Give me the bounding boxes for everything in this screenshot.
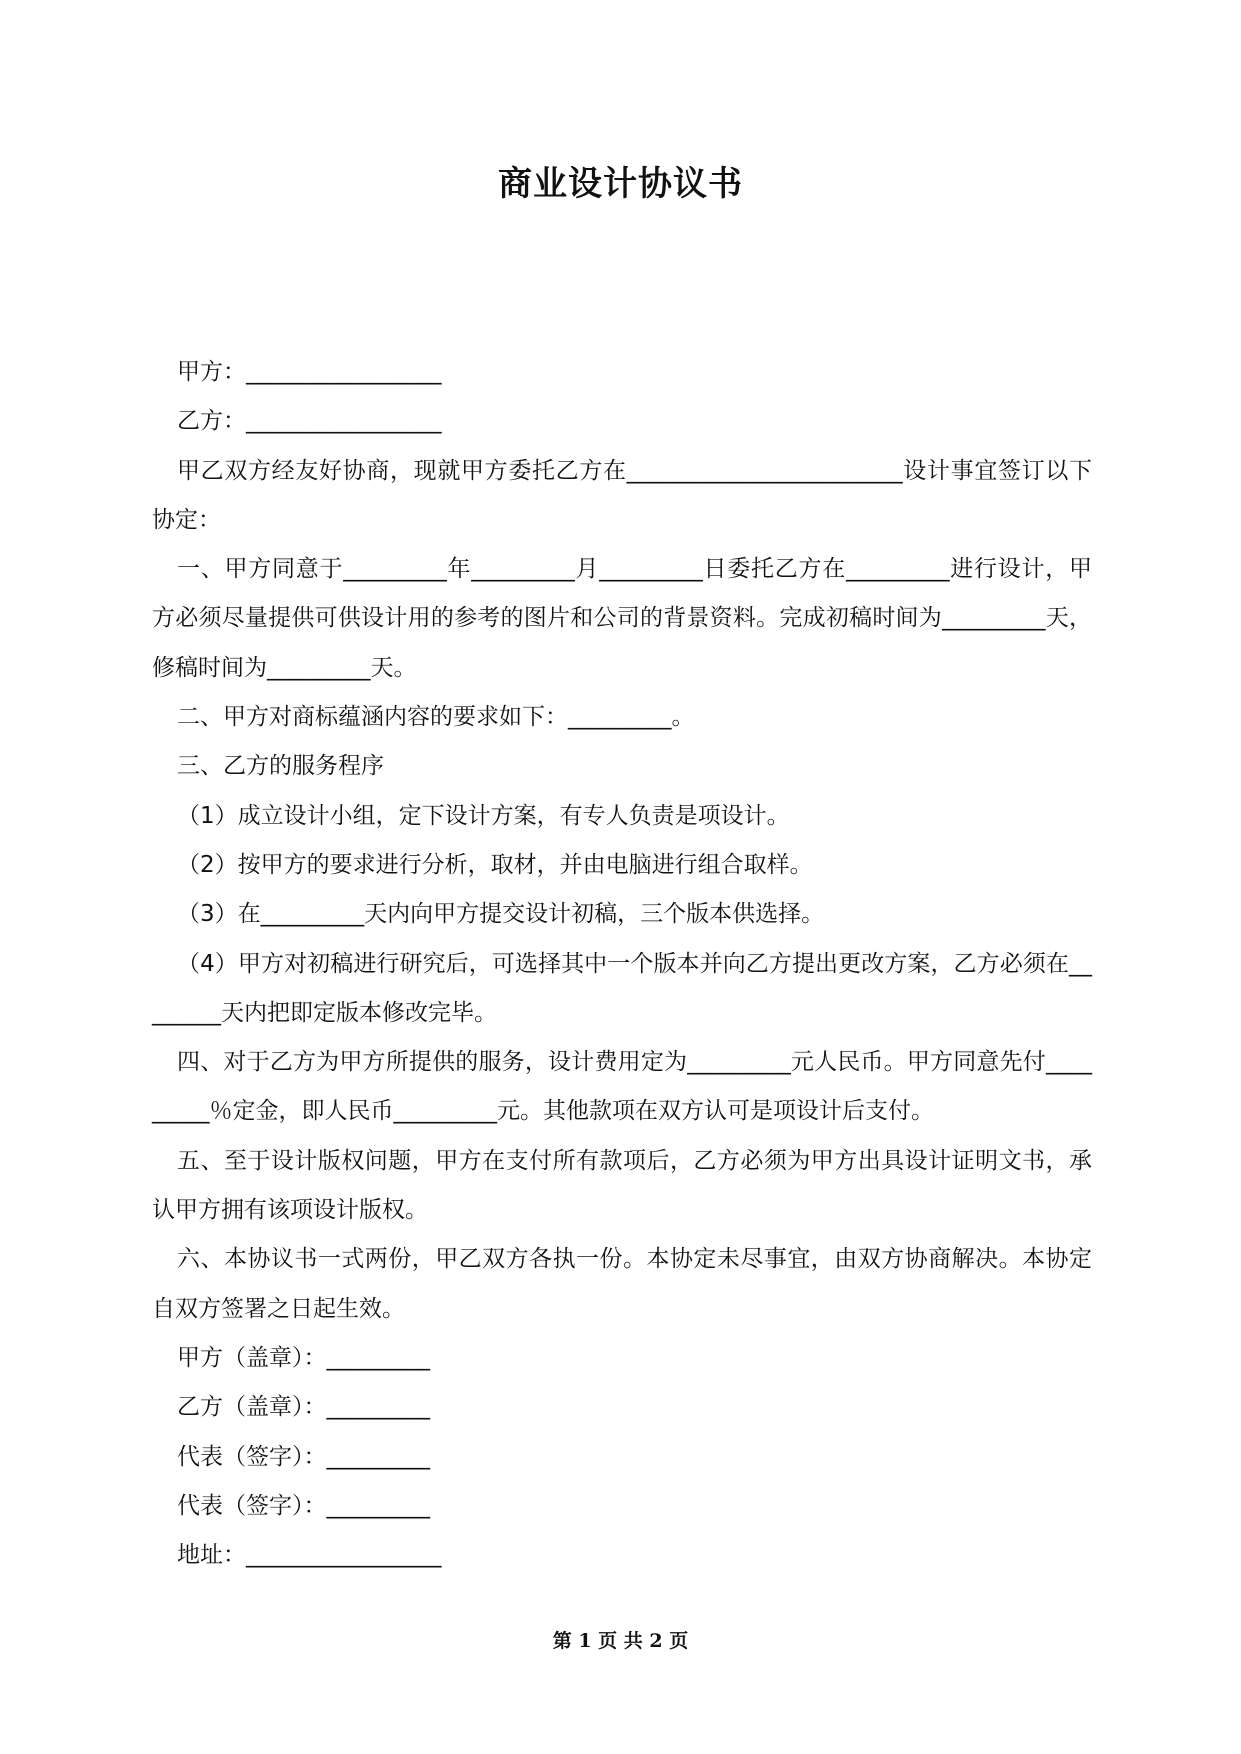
address-line: 地址：_________________ — [177, 1542, 442, 1569]
party-b-line: 乙方：_________________ — [177, 408, 442, 435]
clause-3-heading: 三、乙方的服务程序 — [177, 753, 384, 780]
page-number: 第 1 页 共 2 页 — [552, 1630, 689, 1652]
clause-6: 六、本协议书一式两份，甲乙双方各执一份。本协定未尽事宜，由双方协商解决。本协定自双方签署之日起生效。 — [152, 1246, 1092, 1322]
preamble-paragraph: 甲乙双方经友好协商，现就甲方委托乙方在________________________设计事宜签订以下协定： — [152, 457, 1092, 533]
document-title: 商业设计协议书 — [498, 164, 743, 204]
representative-signature-line: 代表（签字）：_________ — [177, 1443, 430, 1470]
clause-3-item-3: （3）在_________天内向甲方提交设计初稿，三个版本供选择。 — [177, 901, 825, 928]
party-a-seal-line: 甲方（盖章）：_________ — [177, 1344, 430, 1371]
clause-1: 一、甲方同意于_________年_________月_________日委托乙方在_________进行设计，甲方必须尽量提供可供设计用的参考的图片和公司的背景资料。完成初稿时间为_________天，修稿时间为_________天。 — [152, 556, 1092, 681]
clause-3-item-4: （4）甲方对初稿进行研究后，可选择其中一个版本并向乙方提出更改方案，乙方必须在________天内把即定版本修改完毕。 — [152, 950, 1092, 1026]
party-b-seal-line: 乙方（盖章）：_________ — [177, 1394, 430, 1421]
clause-3-item-1: （1）成立设计小组，定下设计方案，有专人负责是项设计。 — [177, 802, 790, 829]
document-body — [152, 348, 1092, 1580]
clause-5: 五、至于设计版权问题，甲方在支付所有款项后，乙方必须为甲方出具设计证明文书，承认甲方拥有该项设计版权。 — [152, 1147, 1092, 1224]
clause-2: 二、甲方对商标蕴涵内容的要求如下：_________。 — [177, 704, 695, 731]
party-a-line: 甲方：_________________ — [177, 359, 442, 385]
representative-signature-line: 代表（签字）：_________ — [177, 1492, 430, 1519]
clause-4: 四、对于乙方为甲方所提供的服务，设计费用定为_________元人民币。甲方同意先付_________％定金，即人民币_________元。其他款项在双方认可是项设计后支付。 — [152, 1049, 1092, 1125]
clause-3-item-2: （2）按甲方的要求进行分析，取材，并由电脑进行组合取样。 — [177, 851, 813, 878]
